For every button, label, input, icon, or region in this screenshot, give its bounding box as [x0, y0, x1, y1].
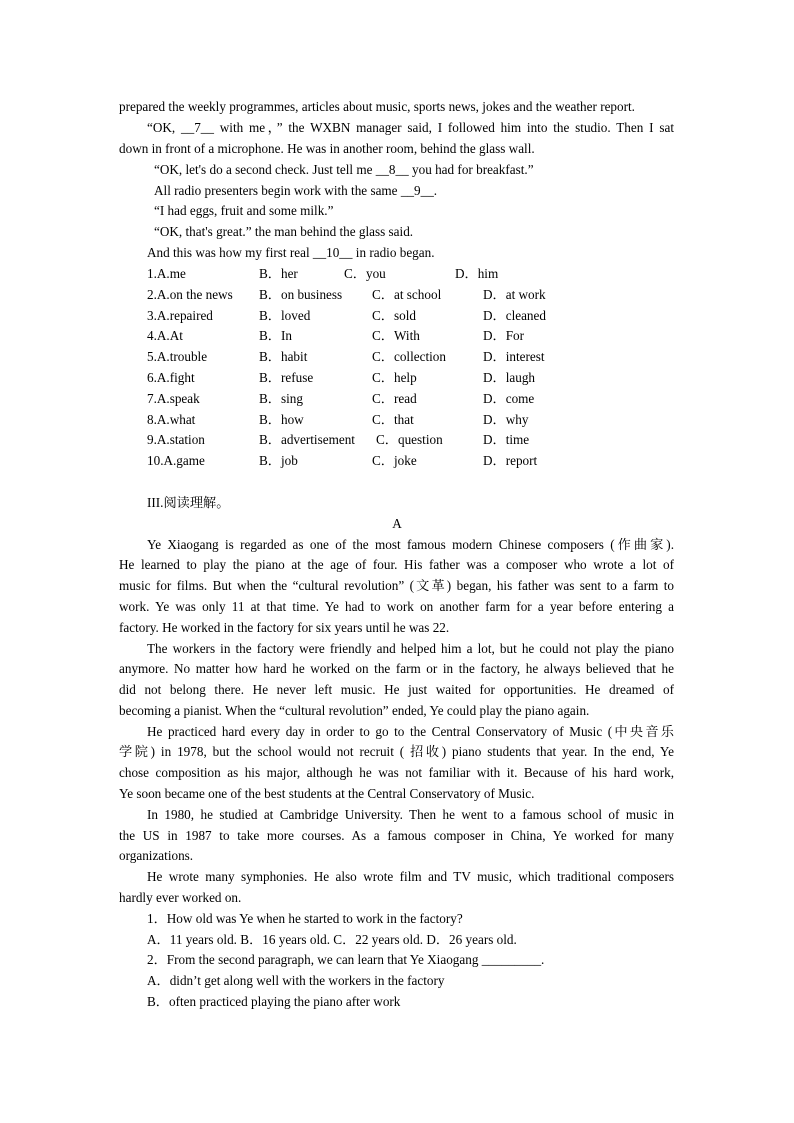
passage-line: anymore. No matter how hard he worked on the farm or in the factory, he always believed that he [119, 661, 674, 676]
option-d: D．laugh [483, 370, 536, 385]
option-b: B．habit [259, 349, 308, 364]
passage-line: did not belong there. He never left music. He just waited for opportunities. He dreamed of [119, 682, 674, 697]
option-a: 9.A.station [147, 432, 205, 447]
option-a: 5.A.trouble [147, 349, 208, 364]
passage-line: the US in 1987 to take more courses. As a famous composer in China, Ye worked for many [119, 828, 674, 843]
passage-line: In 1980, he studied at Cambridge University. Then he went to a famous school of music in [147, 807, 674, 822]
cloze-line: All radio presenters begin work with the same __9__. [154, 183, 438, 198]
passage-line: The workers in the factory were friendly and helped him a lot, but he could not play the piano [147, 641, 674, 656]
option-a: 4.A.At [147, 328, 183, 343]
option-d: D．why [483, 412, 529, 427]
passage-line: He learned to play the piano at the age of four. His father was a composer who wrote a lot of [119, 557, 674, 572]
passage-line: becoming a pianist. When the “cultural revolution” ended, Ye could play the piano again. [119, 703, 590, 718]
option-a: 6.A.fight [147, 370, 195, 385]
option-c: C．at school [372, 287, 442, 302]
option-d: D．For [483, 328, 525, 343]
option-b: B．her [259, 266, 298, 281]
question-2-option-a: A．didn’t get along well with the workers in the factory [147, 973, 445, 988]
option-d: D．cleaned [483, 308, 546, 323]
cloze-line: “OK, let's do a second check. Just tell me __8__ you had for breakfast.” [154, 162, 534, 177]
option-d: D．time [483, 432, 530, 447]
cloze-line: down in front of a microphone. He was in another room, behind the glass wall. [119, 141, 535, 156]
passage-line: work. Ye was only 11 at that time. Ye had to work on another farm for a year before entering a [119, 599, 674, 614]
option-a: 2.A.on the news [147, 287, 233, 302]
passage-line: chose composition as his major, although he was not familiar with it. Because of his hard work, [119, 765, 674, 780]
option-b: B．how [259, 412, 304, 427]
option-a: 1.A.me [147, 266, 186, 281]
passage-line: He practiced hard every day in order to go to the Central Conservatory of Music (中央音乐 [147, 724, 674, 739]
option-c: C．collection [372, 349, 446, 364]
option-a: 10.A.game [147, 453, 205, 468]
question-1-options: A．11 years old. B．16 years old. C．22 years old. D．26 years old. [147, 932, 517, 947]
option-c: C．With [372, 328, 420, 343]
question-2: 2．From the second paragraph, we can learn that Ye Xiaogang _________. [147, 952, 545, 967]
passage-line: hardly ever worked on. [119, 890, 242, 905]
cloze-line: “OK, __7__ with me，” the WXBN manager said, I followed him into the studio. Then I sat [147, 120, 674, 135]
passage-line: He wrote many symphonies. He also wrote film and TV music, which traditional composers [147, 869, 674, 884]
option-c: C．that [372, 412, 414, 427]
passage-line: factory. He worked in the factory for six years until he was 22. [119, 620, 450, 635]
option-c: C．read [372, 391, 417, 406]
option-a: 7.A.speak [147, 391, 200, 406]
option-d: D．report [483, 453, 538, 468]
option-c: C．question [376, 432, 443, 447]
option-a: 8.A.what [147, 412, 196, 427]
option-c: C．sold [372, 308, 416, 323]
option-d: D．at work [483, 287, 546, 302]
option-b: B．on business [259, 287, 343, 302]
option-d: D．come [483, 391, 535, 406]
cloze-line: prepared the weekly programmes, articles about music, sports news, jokes and the weather report. [119, 99, 635, 114]
passage-line: Ye Xiaogang is regarded as one of the most famous modern Chinese composers (作曲家). [147, 537, 674, 552]
option-d: D．him [455, 266, 499, 281]
option-d: D．interest [483, 349, 545, 364]
question-1: 1．How old was Ye when he started to work in the factory? [147, 911, 463, 926]
passage-line: 学院) in 1978, but the school would not recruit ( 招收) piano students that year. In the end, Ye [119, 744, 674, 759]
option-b: B．loved [259, 308, 311, 323]
option-b: B．advertisement [259, 432, 355, 447]
option-a: 3.A.repaired [147, 308, 213, 323]
option-c: C．help [372, 370, 417, 385]
option-b: B．In [259, 328, 292, 343]
section-title: III.阅读理解。 [147, 495, 230, 510]
passage-line: Ye soon became one of the best students at the Central Conservatory of Music. [119, 786, 535, 801]
option-c: C．joke [372, 453, 417, 468]
passage-line: music for films. But when the “cultural revolution” (文革) began, his father was sent to a farm to [119, 578, 674, 593]
question-2-option-b: B．often practiced playing the piano after work [147, 994, 401, 1009]
option-c: C．you [344, 266, 386, 281]
cloze-line: “I had eggs, fruit and some milk.” [154, 203, 334, 218]
cloze-line: And this was how my first real __10__ in radio began. [147, 245, 435, 260]
option-b: B．job [259, 453, 298, 468]
option-b: B．sing [259, 391, 303, 406]
passage-line: organizations. [119, 848, 194, 863]
option-b: B．refuse [259, 370, 314, 385]
passage-label: A [392, 516, 402, 531]
cloze-line: “OK, that's great.” the man behind the glass said. [154, 224, 414, 239]
